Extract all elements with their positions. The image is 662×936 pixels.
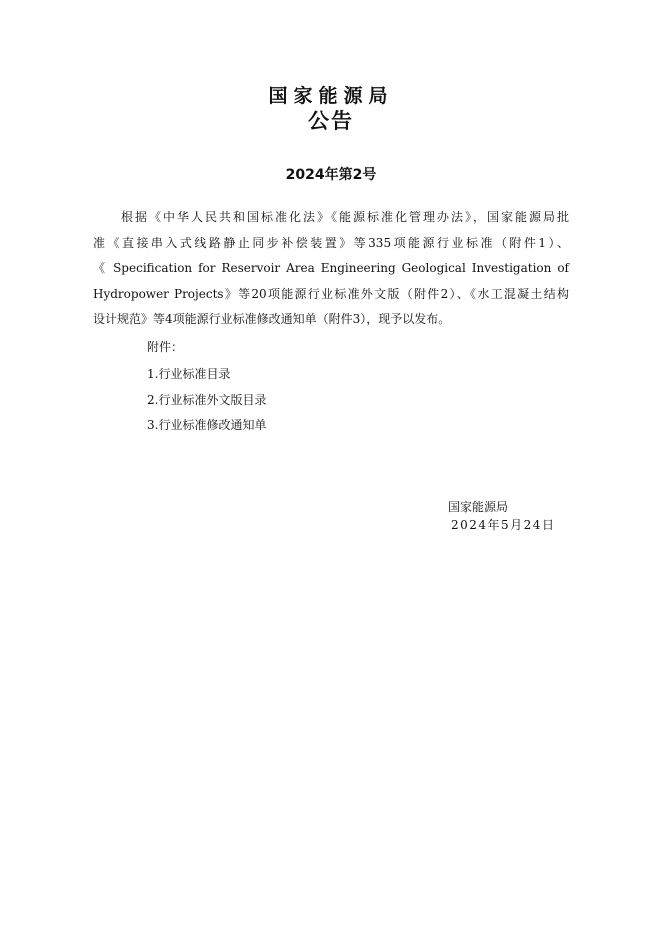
attachment-item-1: 1.行业标准目录 [147,367,231,381]
attachments-heading: 附件： [147,340,184,354]
document-type-title: 公告 [308,109,354,133]
attachment-item-2: 2.行业标准外文版目录 [147,393,267,407]
announcement-body [93,205,569,333]
attachment-item-3: 3.行业标准修改通知单 [147,418,267,432]
body-line-3: 《 Specification for Reservoir Area Engineering Geological Investigation of [93,261,569,275]
body-line-1: 根据《中华人民共和国标准化法》《能源标准化管理办法》，国家能源局批 [121,210,569,224]
signature-issuer: 国家能源局 [448,500,509,514]
issuer-title: 国家能源局 [268,85,394,107]
document-number: 2024年第2号 [285,167,377,183]
signature-date: 2024年5月24日 [451,518,556,532]
body-line-2: 准《直接串入式线路静止同步补偿装置》等335项能源行业标准（附件1）、 [93,235,569,250]
body-line-5: 设计规范》等4项能源行业标准修改通知单（附件3），现予以发布。 [93,312,451,326]
body-line-4: Hydropower Projects》等20项能源行业标准外文版（附件2）、《水工混凝土结构 [93,286,569,301]
